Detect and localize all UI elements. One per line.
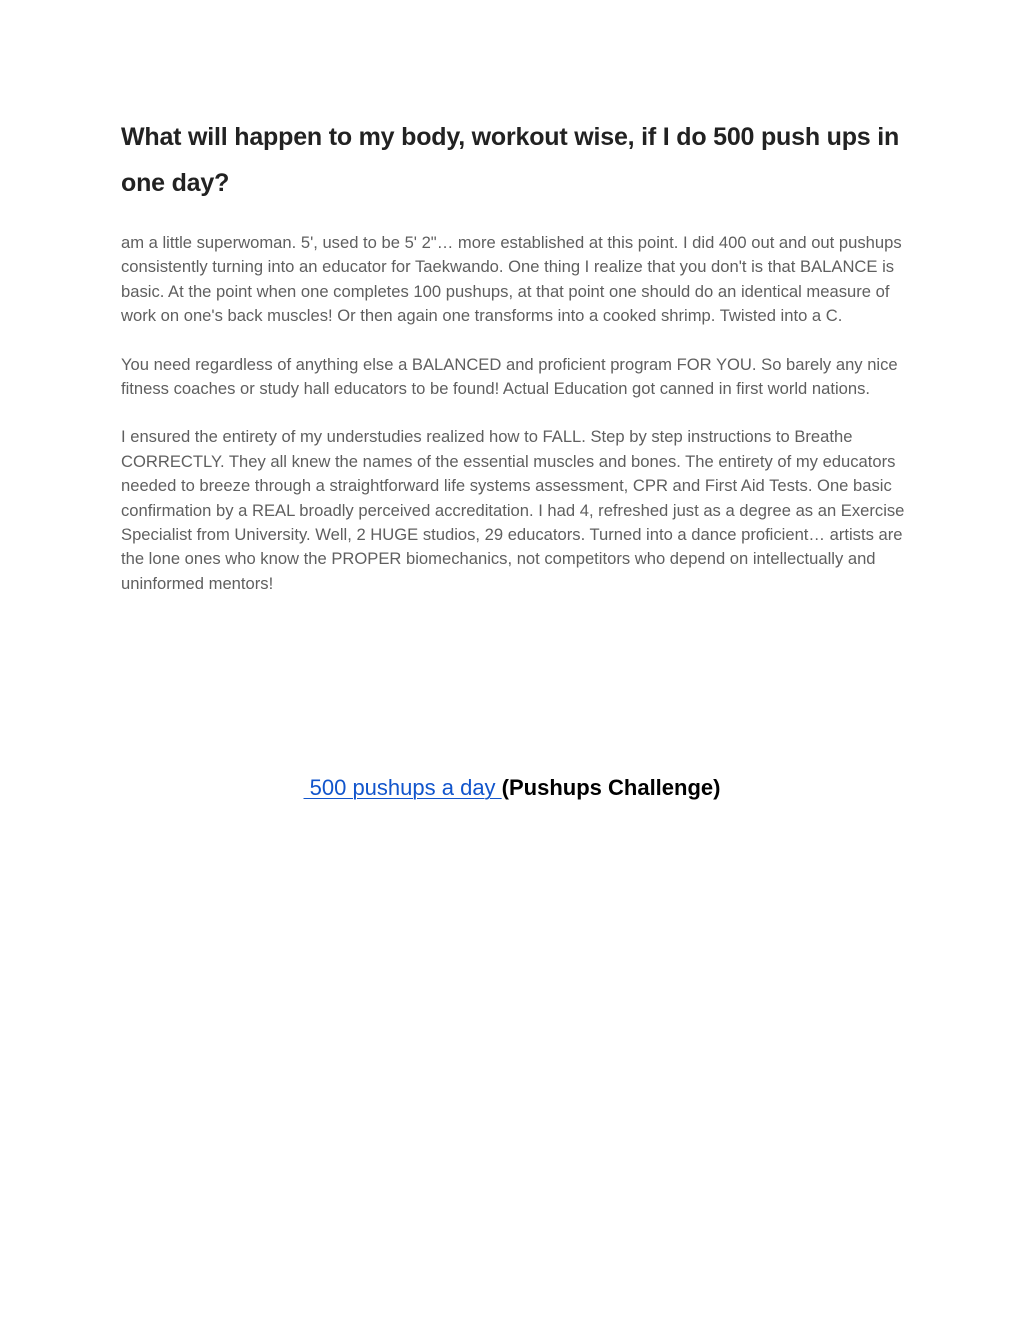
article-body [121,231,906,620]
pushups-link[interactable]: 500 pushups a day [303,775,502,800]
paragraph-1: am a little superwoman. 5', used to be 5' 2"… more established at this point. I did 400 out and out pushups consistently turning into an educator for Taekwando. One thing I realize that you don't is that BALANCE is basic. At the point when one completes 100 pushups, at that point one should do an identical measure of work on one's back muscles! Or then again one transforms into a cooked shrimp. Twisted into a C. [121,233,902,326]
pushups-challenge-label: (Pushups Challenge) [501,775,721,800]
footer-link-line [0,773,1024,803]
page-title: What will happen to my body, workout wise, if I do 500 push ups in one day? [121,123,900,197]
paragraph-3: I ensured the entirety of my understudies realized how to FALL. Step by step instructions to Breathe CORRECTLY. They all knew the names of the essential muscles and bones. The entirety of my educators needed to breeze through a straightforward life systems assessment, CPR and First Aid Tests. One basic confirmation by a REAL broadly perceived accreditation. I had 4, refreshed just as a degree as an Exercise Specialist from University. Well, 2 HUGE studios, 29 educators. Turned into a dance proficient… artists are the lone ones who know the PROPER biomechanics, not competitors who depend on intellectually and uninformed mentors! [121,427,905,593]
paragraph-2: You need regardless of anything else a BALANCED and proficient program FOR YOU. So barely any nice fitness coaches or study hall educators to be found! Actual Education got canned in first world nations. [121,354,898,399]
